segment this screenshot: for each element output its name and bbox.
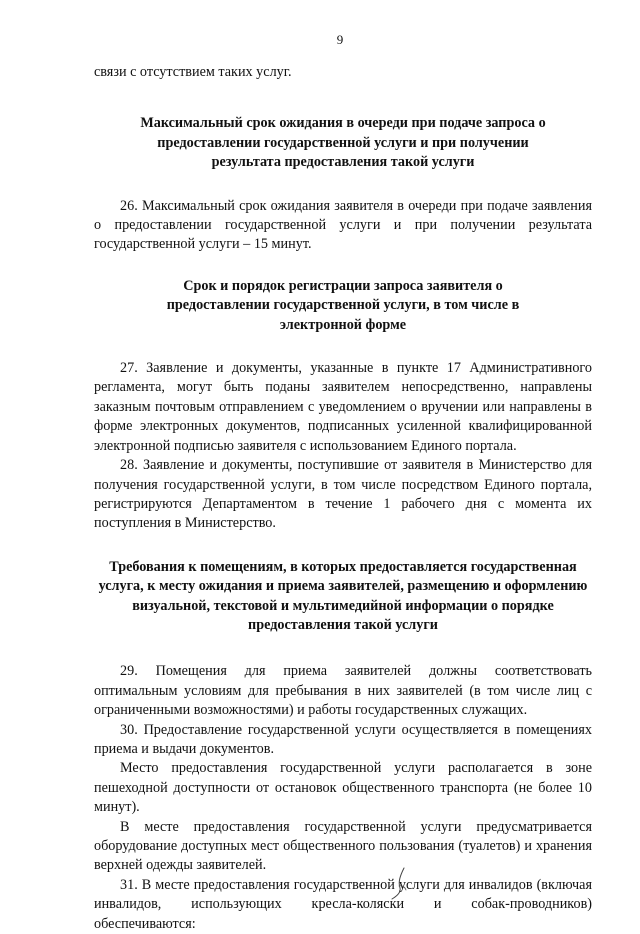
section-heading-waiting-time: Максимальный срок ожидания в очереди при подаче запроса о предоставлении государственной услуги и при получении результата предоставления такой услуги — [140, 115, 546, 171]
paragraph-27: 27. Заявление и документы, указанные в пункте 17 Административного регламента, могут быть поданы заявителем непосредственно, направлены заказным почтовым отправлением с уведомлением о вручении или направлены в форме электронных документов, подписанных усиленной квалифицированной электронной подписью заявителя с использованием Единого портала. — [94, 360, 592, 454]
paragraph-continuation: связи с отсутствием таких услуг. — [94, 64, 292, 80]
section-heading-premises: Требования к помещениям, в которых предоставляется государственная услуга, к месту ожидания и приема заявителей, размещению и оформлению визуальной, текстовой и мультимедийной информации о порядке предоставления такой услуги — [98, 558, 588, 633]
paragraph-30-location: Место предоставления государственной услуги располагается в зоне пешеходной доступности от остановок общественного транспорта (не более 10 минут). — [94, 760, 592, 816]
paragraph-31: 31. В месте предоставления государственной услуги для инвалидов (включая инвалидов, использующих кресла-коляски и собак-проводников) обеспечиваются: — [94, 876, 592, 932]
page-body — [94, 63, 592, 934]
section-heading-registration: Срок и порядок регистрации запроса заявителя о предоставлении государственной услуги, в том числе в электронной форме — [166, 277, 520, 333]
paragraph-30: 30. Предоставление государственной услуги осуществляется в помещениях приема и выдачи документов. — [94, 721, 592, 757]
handwritten-initial-mark — [388, 866, 412, 902]
paragraph-30-facilities: В месте предоставления государственной услуги предусматривается оборудование доступных мест общественного пользования (туалетов) и хранения верхней одежды заявителей. — [94, 818, 592, 874]
paragraph-26: 26. Максимальный срок ожидания заявителя в очереди при подаче заявления о предоставлении государственной услуги и при получении результата государственной услуги – 15 минут. — [94, 197, 592, 253]
paragraph-28: 28. Заявление и документы, поступившие от заявителя в Министерство для получения государственной услуги, в том числе посредством Единого портала, регистрируются Департаментом в течение 1 рабочего дня с момента их поступления в Министерство. — [94, 457, 592, 532]
page-number: 9 — [336, 32, 344, 47]
paragraph-29: 29. Помещения для приема заявителей должны соответствовать оптимальным условиям для пребывания в них заявителей (в том числе лиц с ограниченными возможностями) и работы государственных служащих. — [94, 663, 592, 719]
